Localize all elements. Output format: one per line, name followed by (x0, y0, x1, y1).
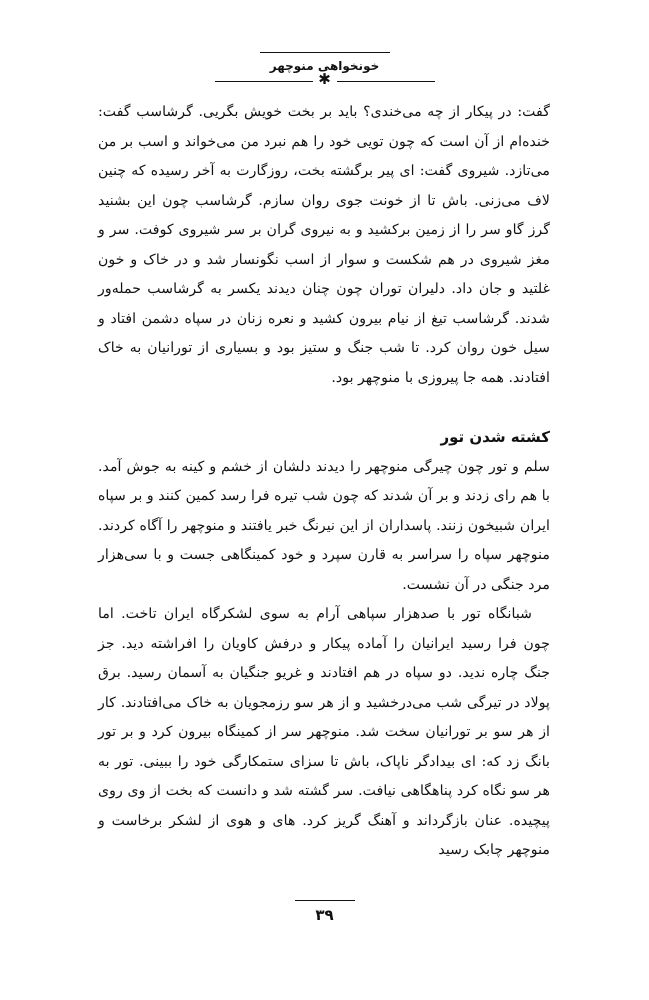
header-rule-right (337, 81, 435, 82)
paragraph-1: گفت: در پیکار از چه می‌خندی؟ باید بر بخت خویش بگریی. گرشاسب گفت: خنده‌ام از آن است که چون تویی خود را هم نبرد من می‌خواند و اسب بر من می‌تازد. شیروی گفت: ای پیر برگشته بخت، روزگارت به آخر رسیده که چنین لاف می‌زنی. باش تا از خونت جوی روان سازم. گرشاسب چون این بشنید گرز گاو سر را از زمین برکشید و به نیروی گران بر سر شیروی کوفت. سر و مغز شیروی در هم شکست و سوار از اسب نگونسار شد و در خاک و خون غلتید و جان داد. دلیران توران چون چنان دیدند یکسر به گرشاسب حمله‌ور شدند. گرشاسب تیغ از نیام بیرون کشید و نعره زنان در سپاه دشمن افتاد و سیل خون روان کرد. تا شب جنگ و ستیز بود و بسیاری از تورانیان به خاک افتادند. همه جا پیروزی با منوچهر بود. (98, 104, 550, 386)
paragraph-2: سلم و تور چون چیرگی منوچهر را دیدند دلشان از خشم و کینه به جوش آمد. با هم رای زدند و بر آن شدند که چون شب تیره فرا رسد کمین کنند و بر سپاه ایران شبیخون زنند. پاسداران از این نیرنگ خبر یافتند و منوچهر را آگاه کردند. منوچهر سپاه را سراسر به قارن سپرد و خود کمینگاهی جست و با سی‌هزار مرد جنگی در آن نشست. (98, 458, 550, 593)
asterisk-ornament-icon: ✱ (318, 70, 331, 88)
header-ornament-row (215, 70, 435, 88)
header-top-rule (260, 52, 390, 53)
running-header (0, 52, 649, 87)
header-rule-left (215, 81, 313, 82)
page-footer (0, 900, 649, 924)
running-header-title: خونخواهی منوچهر (269, 59, 380, 73)
paragraph-3: شبانگاه تور با صدهزار سپاهی آرام به سوی لشکرگاه ایران تاخت. اما چون فرا رسید ایرانیان را آماده پیکار و درفش کاویان را افراشته دید. جز جنگ چاره ندید. دو سپاه در هم افتادند و غریو جنگیان به آسمان رسید. برق پولاد در تیرگی شب می‌درخشید و از هر سو رزمجویان به خاک می‌افتادند. کار از هر سو بر تورانیان سخت شد. منوچهر سر از کمینگاه بیرون کرد و بر تور بانگ زد که: ای بیدادگر ناپاک، باش تا سزای ستمکارگی خود را ببینی. تور به هر سو نگاه کرد پناهگاهی نیافت. سر گشته شد و دانست که بخت از وی روی پیچیده. عنان بازگرداند و آهنگ گریز کرد. های و هوی از لشکر برخاست و منوچهر چابک رسید (98, 606, 550, 858)
page-number: ۳۹ (315, 906, 334, 924)
body-text (98, 98, 550, 866)
footer-rule (295, 900, 355, 901)
section-heading: کشته شدن تور (440, 428, 550, 446)
